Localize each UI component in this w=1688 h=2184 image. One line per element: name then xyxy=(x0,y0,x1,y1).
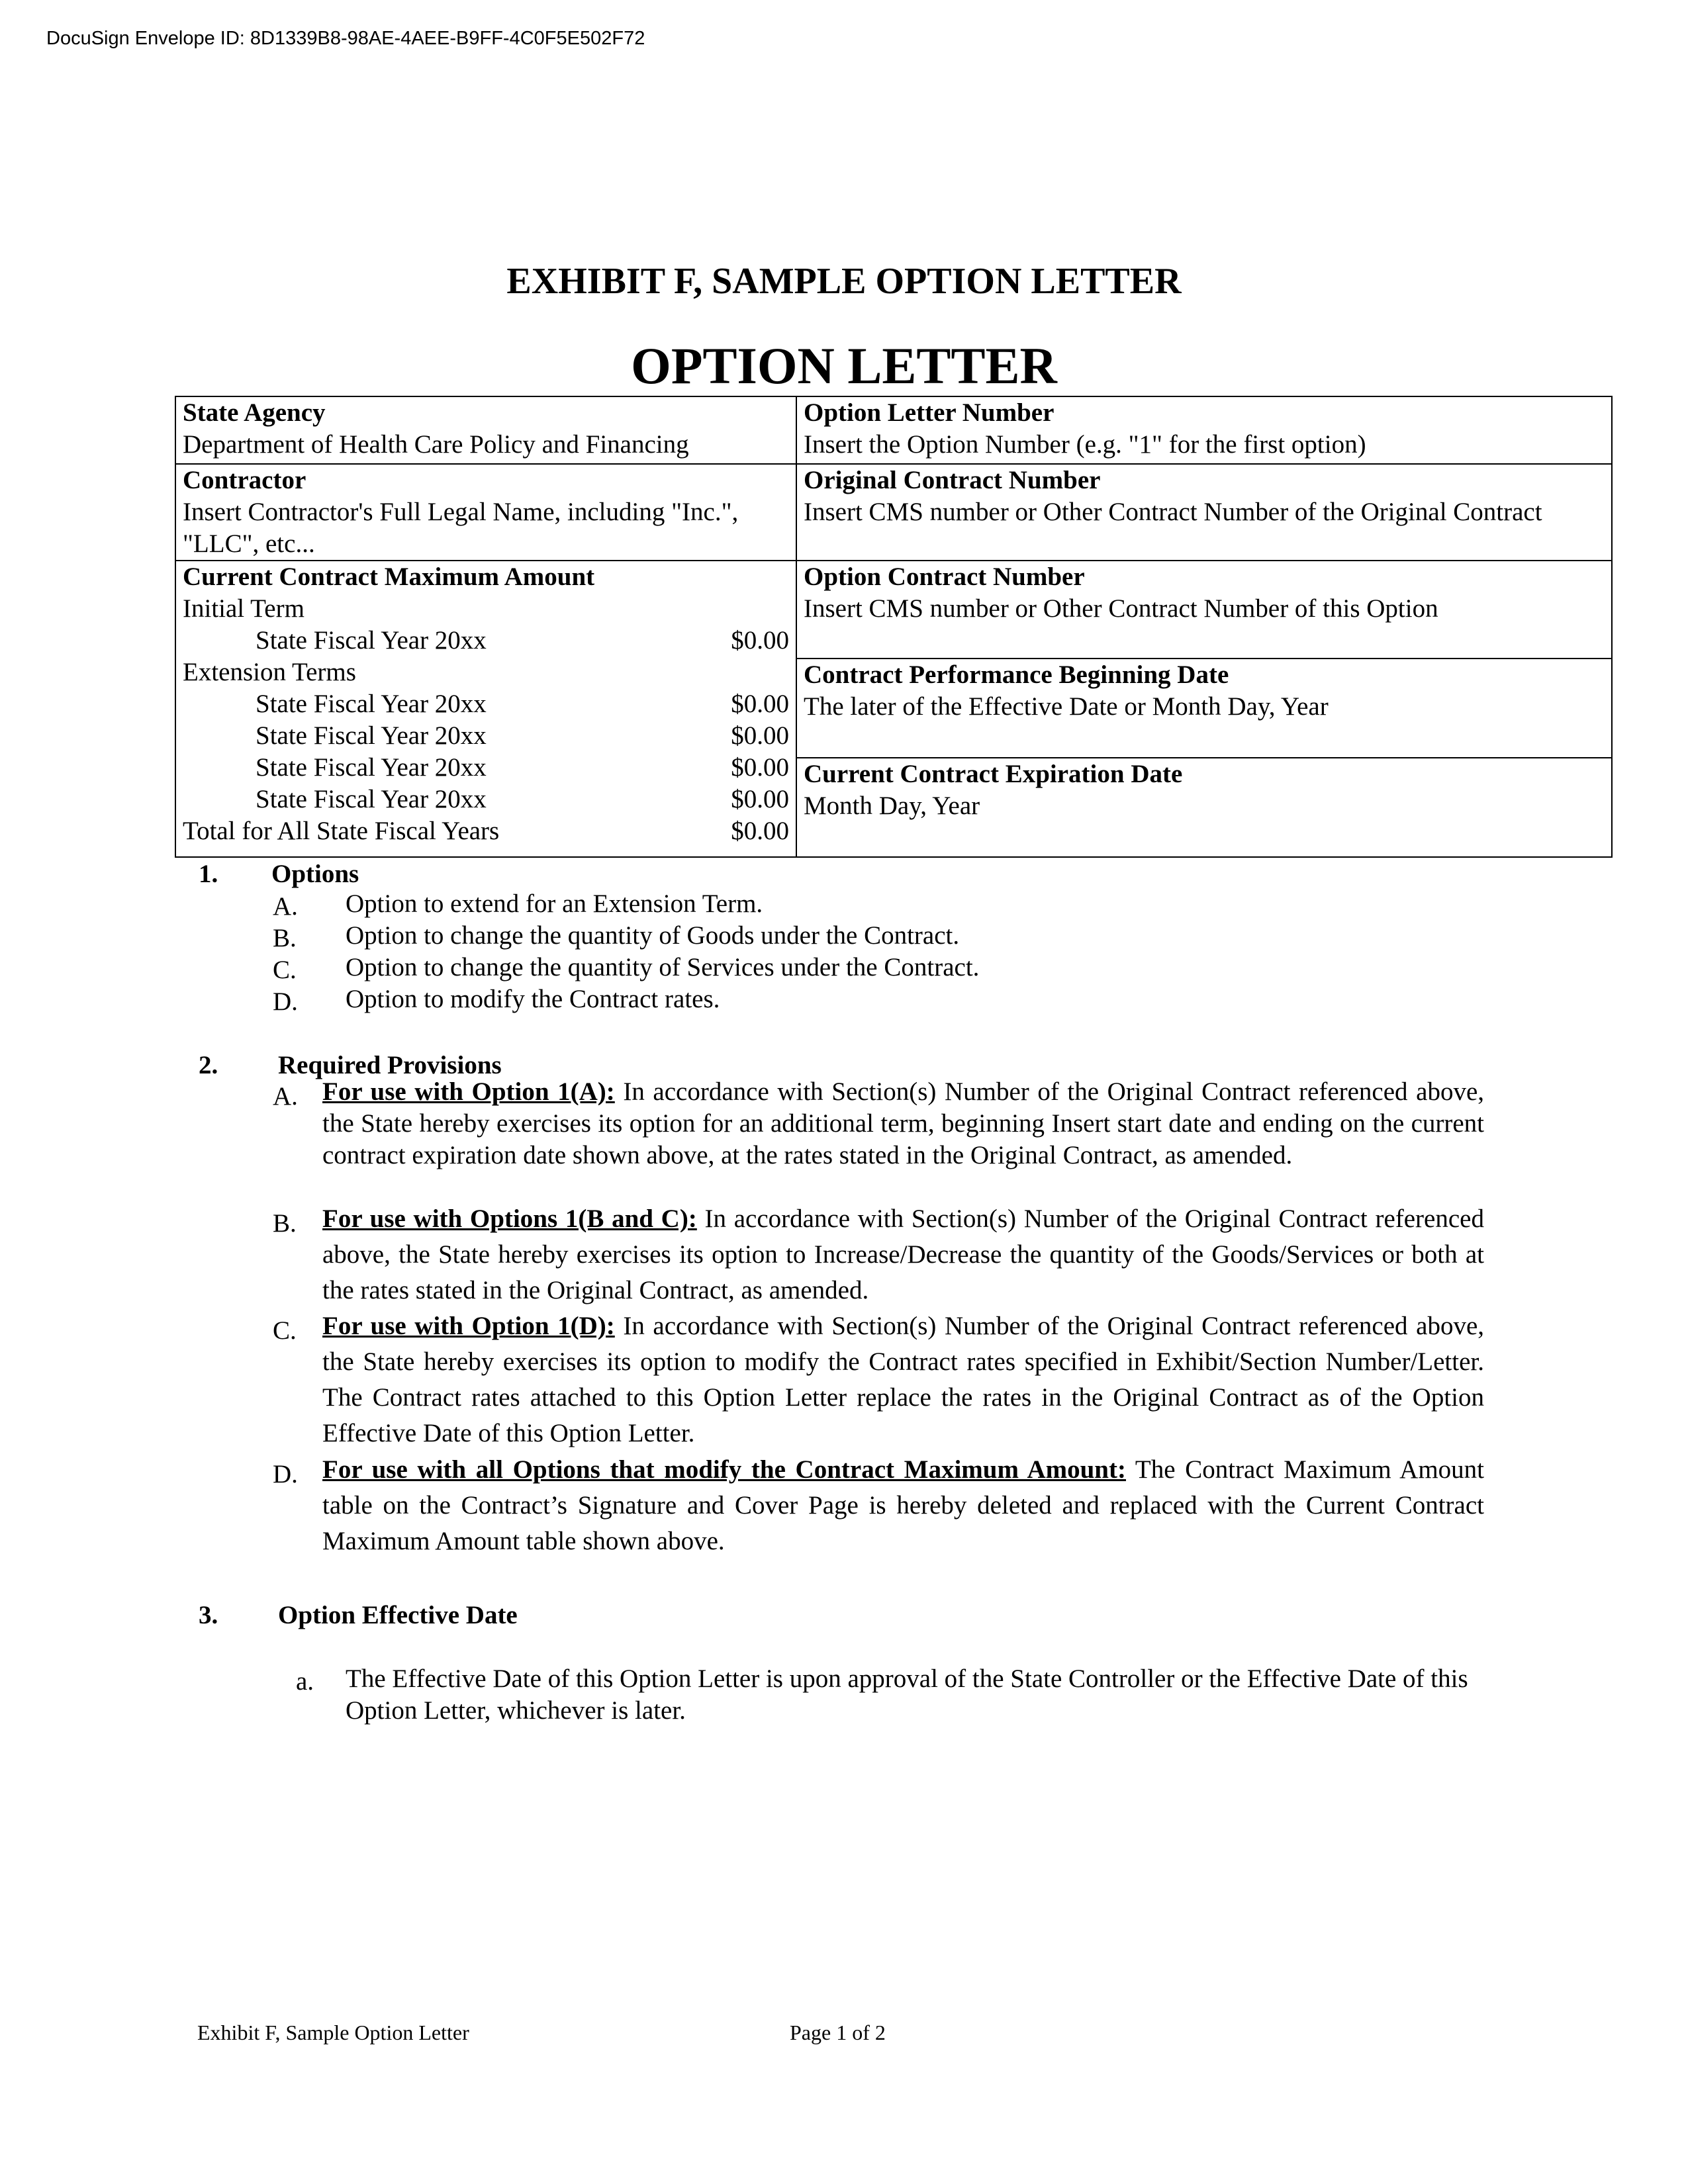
section-number: 1. xyxy=(199,860,218,888)
performance-beginning-label: Contract Performance Beginning Date xyxy=(804,660,1229,689)
fiscal-year-label: State Fiscal Year 20xx xyxy=(256,690,487,718)
fiscal-year-amount: $0.00 xyxy=(731,753,789,782)
provision-lead: For use with Option 1(A): xyxy=(322,1077,615,1106)
fiscal-year-row xyxy=(183,625,789,657)
option-letter-number-cell xyxy=(796,396,1612,464)
option-letter-number-label: Option Letter Number xyxy=(804,398,1055,427)
list-item: Option to modify the Contract rates. xyxy=(346,985,720,1013)
exhibit-title: EXHIBIT F, SAMPLE OPTION LETTER xyxy=(506,261,1182,302)
initial-term-label: Initial Term xyxy=(183,594,305,623)
provision-paragraph xyxy=(322,1308,1484,1451)
page-title: OPTION LETTER xyxy=(631,337,1057,394)
list-item: The Effective Date of this Option Letter is upon approval of the State Controller or the Effective Date of this Option Letter, whichever is later. xyxy=(346,1664,1468,1725)
contractor-cell xyxy=(175,464,796,561)
list-item-letter: a. xyxy=(296,1667,314,1696)
fiscal-year-label: State Fiscal Year 20xx xyxy=(256,785,487,813)
expiration-date-cell xyxy=(796,758,1612,857)
provision-lead: For use with all Options that modify the Contract Maximum Amount: xyxy=(322,1455,1126,1484)
total-amount: $0.00 xyxy=(731,817,789,845)
fiscal-year-amount: $0.00 xyxy=(731,721,789,750)
provision-lead: For use with Option 1(D): xyxy=(322,1312,615,1340)
max-amount-cell xyxy=(175,561,796,857)
contract-info-table xyxy=(175,396,1613,858)
option-contract-number-cell xyxy=(796,561,1612,659)
option-contract-number-value: Insert CMS number or Other Contract Number of this Option xyxy=(804,594,1438,623)
section-title: Option Effective Date xyxy=(278,1601,518,1629)
page-number: Page 1 of 2 xyxy=(790,2021,886,2044)
provision-paragraph xyxy=(322,1201,1484,1308)
original-contract-number-label: Original Contract Number xyxy=(804,466,1101,494)
state-agency-value: Department of Health Care Policy and Financing xyxy=(183,430,689,459)
envelope-id: DocuSign Envelope ID: 8D1339B8-98AE-4AEE-B9FF-4C0F5E502F72 xyxy=(46,28,645,49)
option-contract-number-label: Option Contract Number xyxy=(804,563,1085,591)
max-amount-label: Current Contract Maximum Amount xyxy=(183,563,595,591)
section-title: Required Provisions xyxy=(278,1051,502,1079)
fiscal-year-row xyxy=(183,784,789,815)
option-letter-number-value: Insert the Option Number (e.g. "1" for the first option) xyxy=(804,430,1366,459)
fiscal-year-amount: $0.00 xyxy=(731,785,789,813)
provision-letter: C. xyxy=(273,1316,297,1345)
state-agency-cell xyxy=(175,396,796,464)
section-number: 3. xyxy=(199,1601,218,1629)
provision-paragraph xyxy=(322,1076,1484,1171)
provision-letter: A. xyxy=(273,1082,298,1111)
fiscal-year-amount: $0.00 xyxy=(731,690,789,718)
contractor-label: Contractor xyxy=(183,466,306,494)
contractor-value: Insert Contractor's Full Legal Name, including "Inc.", "LLC", etc... xyxy=(183,498,739,558)
provision-letter: B. xyxy=(273,1209,297,1238)
list-item: Option to extend for an Extension Term. xyxy=(346,889,763,918)
footer-left: Exhibit F, Sample Option Letter xyxy=(197,2021,469,2044)
fiscal-year-row xyxy=(183,720,789,752)
performance-beginning-value: The later of the Effective Date or Month Day, Year xyxy=(804,692,1329,721)
original-contract-number-value: Insert CMS number or Other Contract Number of the Original Contract xyxy=(804,498,1542,526)
state-agency-label: State Agency xyxy=(183,398,326,427)
provision-text: The Contract Maximum Amount table on the Contract’s Signature and Cover Page is hereby deleted and replaced with the Current Contract Maximum Amount table shown above. xyxy=(322,1455,1484,1555)
list-item-letter: A. xyxy=(273,892,298,921)
fiscal-year-row xyxy=(183,688,789,720)
expiration-date-value: Month Day, Year xyxy=(804,792,980,820)
provision-letter: D. xyxy=(273,1460,298,1488)
fiscal-year-label: State Fiscal Year 20xx xyxy=(256,626,487,655)
extension-terms-label: Extension Terms xyxy=(183,658,356,686)
total-label: Total for All State Fiscal Years xyxy=(183,817,500,845)
provision-lead: For use with Options 1(B and C): xyxy=(322,1205,697,1233)
fiscal-year-amount: $0.00 xyxy=(731,626,789,655)
fiscal-year-row xyxy=(183,752,789,784)
list-item-letter: D. xyxy=(273,987,298,1016)
section-number: 2. xyxy=(199,1051,218,1079)
total-row xyxy=(183,815,789,847)
provision-text: In accordance with Section(s) Number of the Original Contract referenced above, the State hereby exercises its option to modify the Contract rates specified in Exhibit/Section Number/Letter. The Contract rates attached to this Option Letter replace the rates in the Original Contract as of the Option Effective Date of this Option Letter. xyxy=(322,1312,1484,1447)
performance-beginning-cell xyxy=(796,659,1612,758)
provision-paragraph xyxy=(322,1452,1484,1559)
fiscal-year-label: State Fiscal Year 20xx xyxy=(256,721,487,750)
list-item-letter: B. xyxy=(273,924,297,952)
original-contract-number-cell xyxy=(796,464,1612,561)
list-item-letter: C. xyxy=(273,956,297,984)
fiscal-year-label: State Fiscal Year 20xx xyxy=(256,753,487,782)
list-item: Option to change the quantity of Services under the Contract. xyxy=(346,953,980,981)
list-item: Option to change the quantity of Goods under the Contract. xyxy=(346,921,960,950)
expiration-date-label: Current Contract Expiration Date xyxy=(804,760,1183,788)
provision-text: In accordance with Section(s) Number of the Original Contract referenced above, the State hereby exercises its option for an additional term, beginning Insert start date and ending on the current contract expiration date shown above, at the rates stated in the Original Contract, as amended. xyxy=(322,1077,1484,1169)
section-title: Options xyxy=(271,860,359,888)
provision-text: In accordance with Section(s) Number of the Original Contract referenced above, the State hereby exercises its option to Increase/Decrease the quantity of the Goods/Services or both at the rates stated in the Original Contract, as amended. xyxy=(322,1205,1484,1304)
